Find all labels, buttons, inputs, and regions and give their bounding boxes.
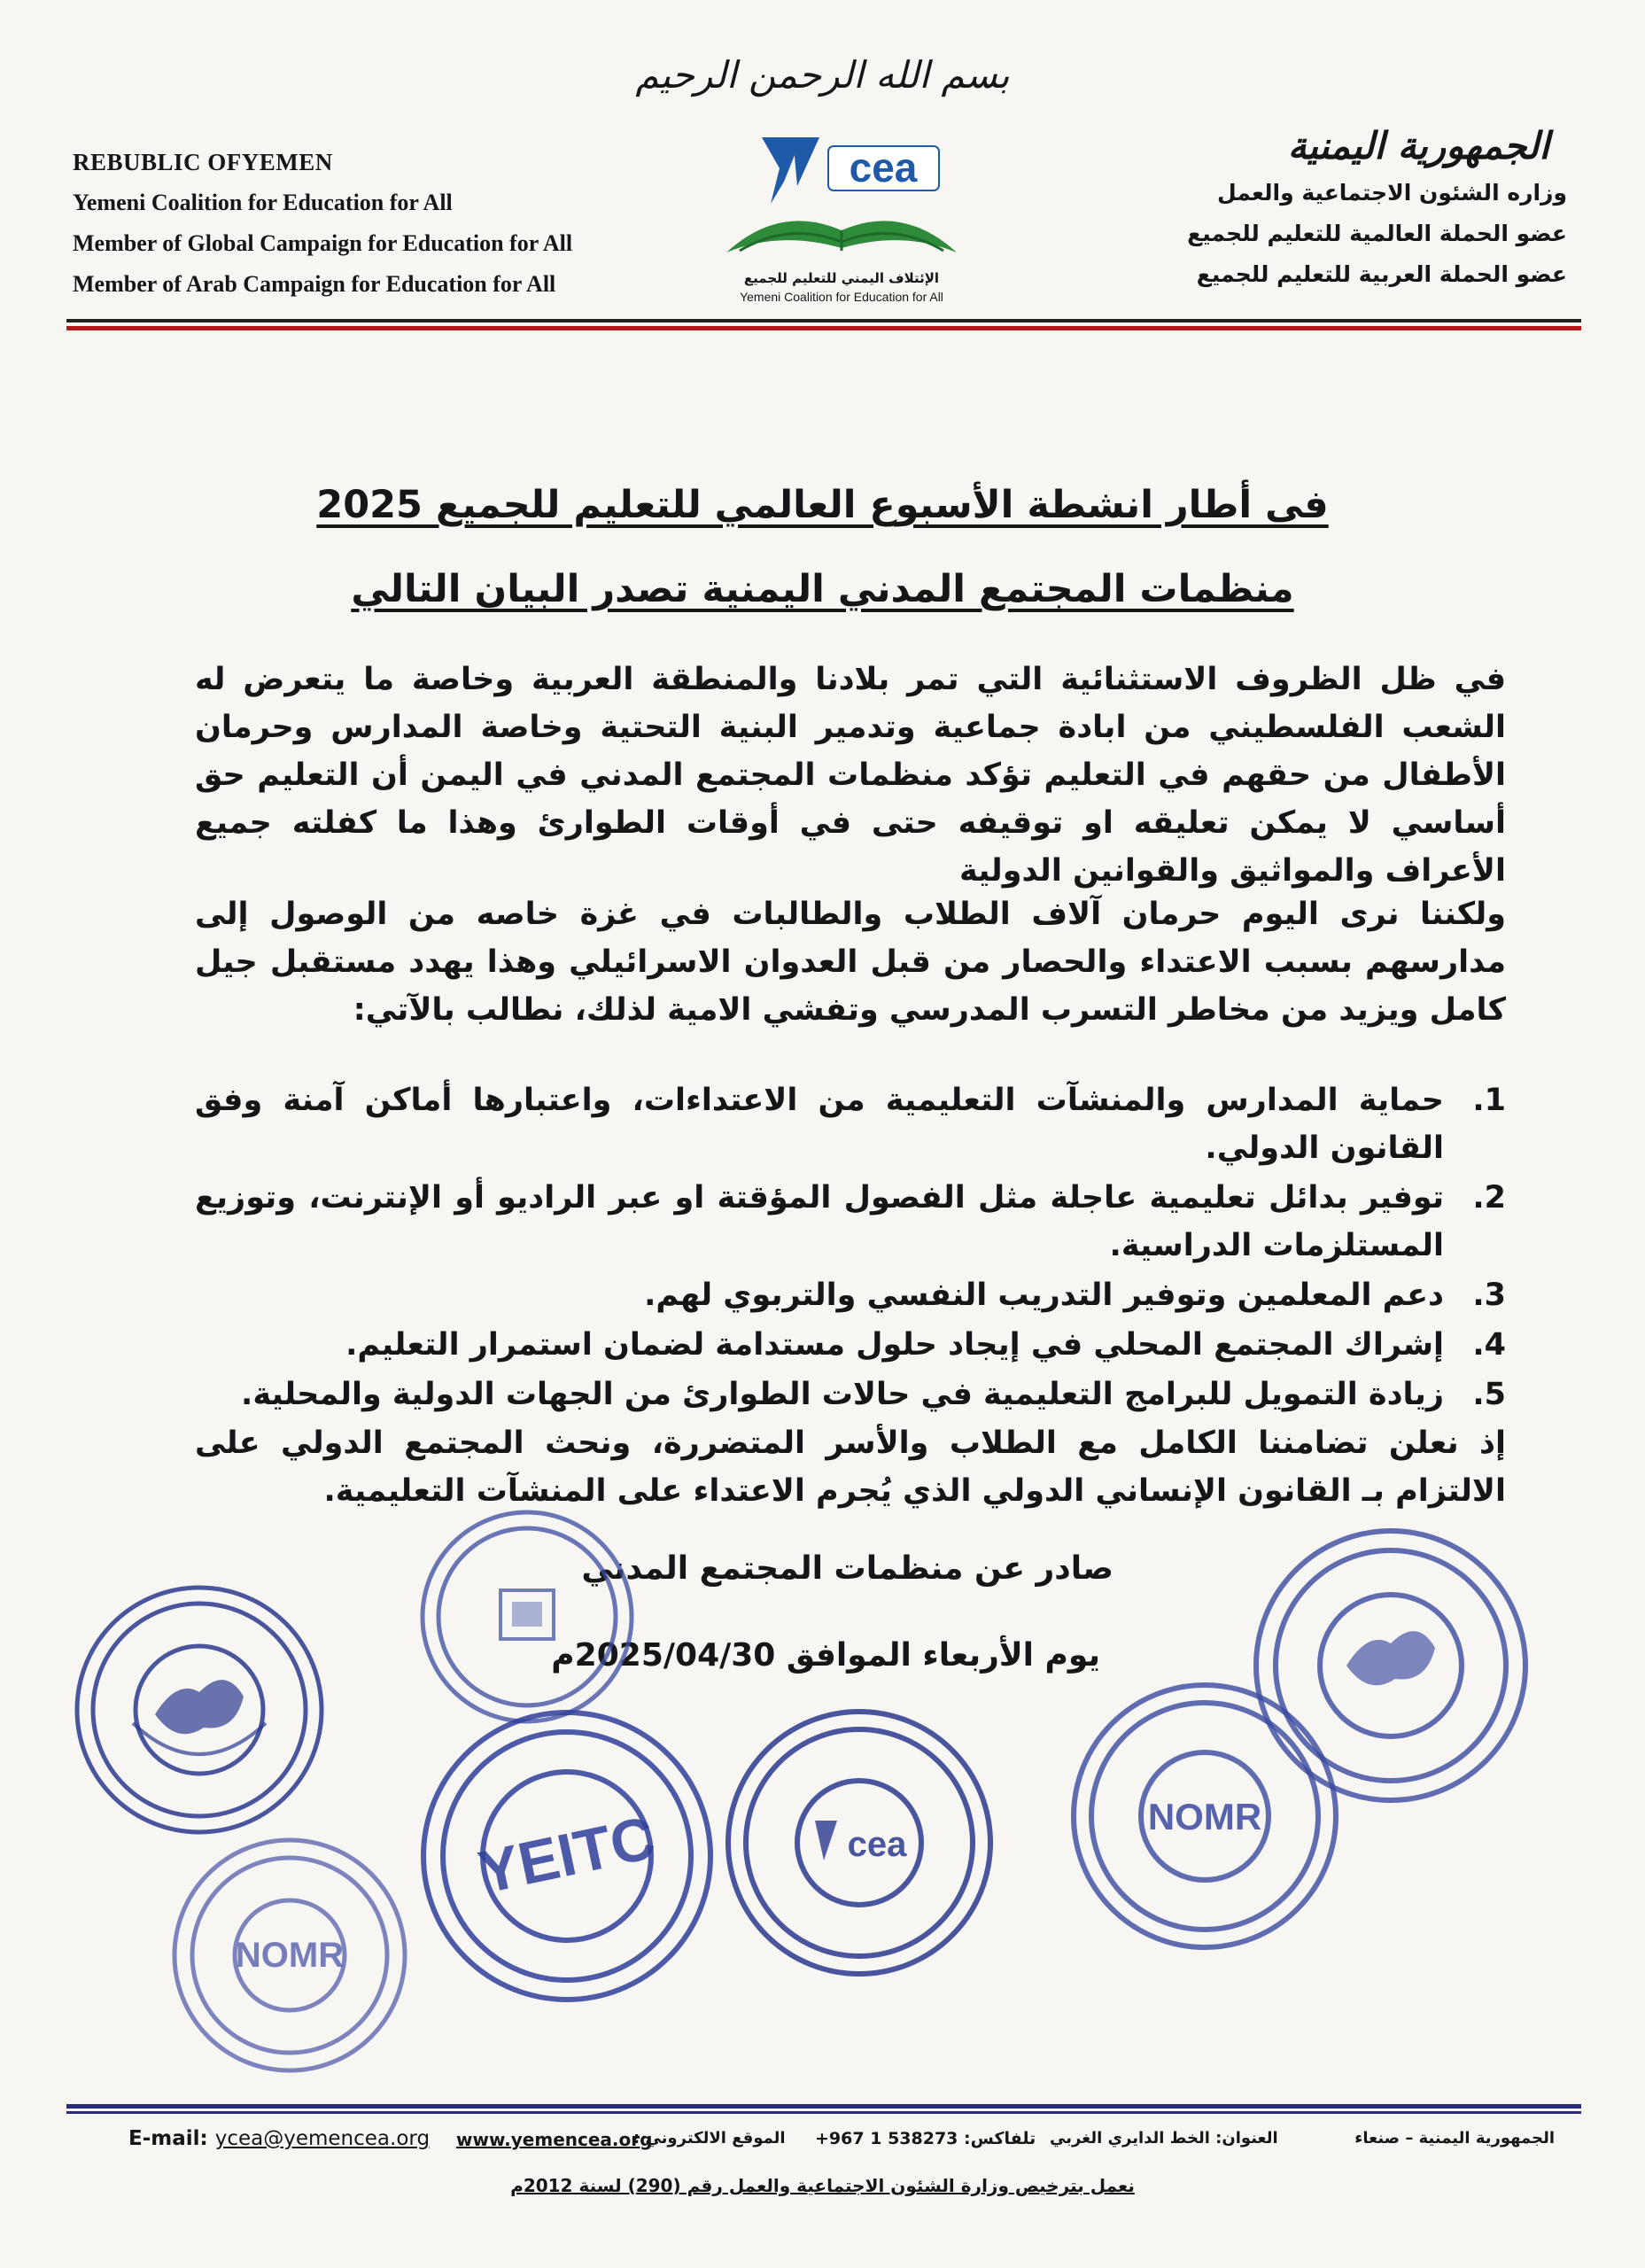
book-logo-icon [709, 120, 974, 270]
svg-text:YEITC: YEITC [472, 1804, 661, 1907]
header-english-line: Member of Arab Campaign for Education for All [73, 271, 556, 297]
basmala: بسم الله الرحمن الرحيم [635, 53, 1010, 97]
svg-text:cea: cea [849, 144, 918, 190]
header-arabic-line: عضو الحملة العالمية للتعليم للجميع [1187, 221, 1567, 246]
list-item-number: 2. [1472, 1180, 1506, 1216]
statement-title: فى أطار انشطة الأسبوع العالمي للتعليم للجميع 2025 [316, 483, 1329, 527]
tel-fax: تلفاكس: 538273 1 967+ [815, 2129, 1036, 2148]
header-divider-red [66, 326, 1581, 330]
stamp-rights-organization [1249, 1524, 1532, 1807]
paragraph-solidarity: إذ نعلن تضامننا الكامل مع الطلاب والأسر المتضررة، ونحث المجتمع الدولي على الالتزام بـ القانون الإنساني الدولي الذي يُجرم الاعتداء على المنشآت التعليمية. [195, 1425, 1506, 1509]
list-item-number: 1. [1472, 1083, 1506, 1118]
header-english-line: Member of Global Campaign for Education for All [73, 230, 573, 256]
list-item [195, 1371, 1506, 1418]
footer-divider [66, 2104, 1581, 2109]
svg-text:NOMR: NOMR [1147, 1796, 1262, 1837]
list-item-number: 3. [1472, 1278, 1506, 1313]
footer-contacts [75, 2122, 1572, 2166]
list-item-text: دعم المعلمين وتوفير التدريب النفسي والتربوي لهم. [644, 1278, 1444, 1313]
issued-by: صادر عن منظمات المجتمع المدني [581, 1550, 1113, 1587]
list-item-text: توفير بدائل تعليمية عاجلة مثل الفصول المؤقتة او عبر الراديو أو الإنترنت، وتوزيع المستلزمات الدراسية. [195, 1180, 1444, 1263]
header-arabic-line: وزاره الشئون الاجتماعية والعمل [1216, 180, 1567, 206]
svg-text:NOMR: NOMR [235, 1936, 345, 1975]
svg-text:cea: cea [847, 1825, 907, 1864]
ycea-logo [709, 120, 974, 306]
list-item [195, 1271, 1506, 1319]
email-label: E-mail: [128, 2127, 208, 2150]
list-item [195, 1076, 1506, 1172]
website-link[interactable]: www.yemencea.org [456, 2129, 653, 2150]
address: العنوان: الخط الدايري الغربي [1050, 2129, 1278, 2148]
license-note: نعمل بترخيص وزارة الشئون الاجتماعية والعمل رقم (290) لسنة 2012م [510, 2175, 1135, 2196]
header-arabic-line: عضو الحملة العربية للتعليم للجميع [1196, 261, 1567, 287]
header-arabic-block [1071, 120, 1567, 295]
footer-email [128, 2127, 430, 2150]
list-item [195, 1321, 1506, 1369]
list-item-number: 5. [1472, 1377, 1506, 1412]
stamp-monitoring-coalition [71, 1581, 328, 1838]
list-item-number: 4. [1472, 1327, 1506, 1363]
footer-divider-thin [66, 2111, 1581, 2114]
logo-arabic-caption: الإئتلاف اليمني للتعليم للجميع [743, 270, 940, 286]
stamp-ycea [722, 1705, 997, 1980]
list-item-text: حماية المدارس والمنشآت التعليمية من الاعتداءات، واعتبارها أماكن آمنة وفق القانون الدولي. [195, 1083, 1444, 1166]
website-label: الموقع الالكتروني : [633, 2129, 786, 2148]
list-item-text: إشراك المجتمع المحلي في إيجاد حلول مستدامة لضمان استمرار التعليم. [345, 1327, 1444, 1363]
paragraph-gaza: ولكننا نرى اليوم حرمان آلاف الطلاب والطالبات في غزة خاصه من الوصول إلى مدارسهم بسبب الاعتداء والحصار من قبل العدوان الاسرائيلي وهذا يهدد مستقبل جيل كامل ويزيد من مخاطر التسرب المدرسي وتفشي الامية لذلك، نطالب بالآتي: [195, 897, 1506, 1028]
header-english-block [73, 142, 622, 305]
paragraph-intro: في ظل الظروف الاستثنائية التي تمر بلادنا والمنطقة العربية وخاصة ما يتعرض له الشعب الفلسطيني من ابادة جماعية وتدمير البنية التحتية وخاصة المدارس وحرمان الأطفال من حقهم في التعليم تؤكد منظمات المجتمع المدني في اليمن أن التعليم حق أساسي لا يمكن تعليقه او توقيفه حتى في أوقات الطوارئ وهذا ما كفلته جميع الأعراف والمواثيق والقوانين الدولية [195, 662, 1506, 889]
demands-list [195, 1076, 1506, 1420]
country-city: الجمهورية اليمنية – صنعاء [1354, 2129, 1555, 2148]
list-item [195, 1174, 1506, 1270]
header-arabic-calligraphy: الجمهورية اليمنية [1287, 124, 1549, 167]
statement-subtitle: منظمات المجتمع المدني اليمنية تصدر البيان التالي [351, 567, 1294, 611]
date-line: يوم الأربعاء الموافق 2025/04/30م [551, 1637, 1100, 1674]
header-english-line: Yemeni Coalition for Education for All [73, 190, 453, 215]
logo-english-caption: Yemeni Coalition for Education for All [740, 290, 943, 304]
stamp-yeitc [416, 1705, 718, 2007]
header-english-line: REBUBLIC OFYEMEN [73, 149, 333, 175]
list-item-text: زيادة التمويل للبرامج التعليمية في حالات الطوارئ من الجهات الدولية والمحلية. [241, 1377, 1444, 1412]
stamp-center-partial [416, 1506, 638, 1728]
stamp-nomr-left [168, 1834, 412, 2078]
email-link[interactable]: ycea@yemencea.org [214, 2127, 431, 2150]
header-divider [66, 319, 1581, 322]
